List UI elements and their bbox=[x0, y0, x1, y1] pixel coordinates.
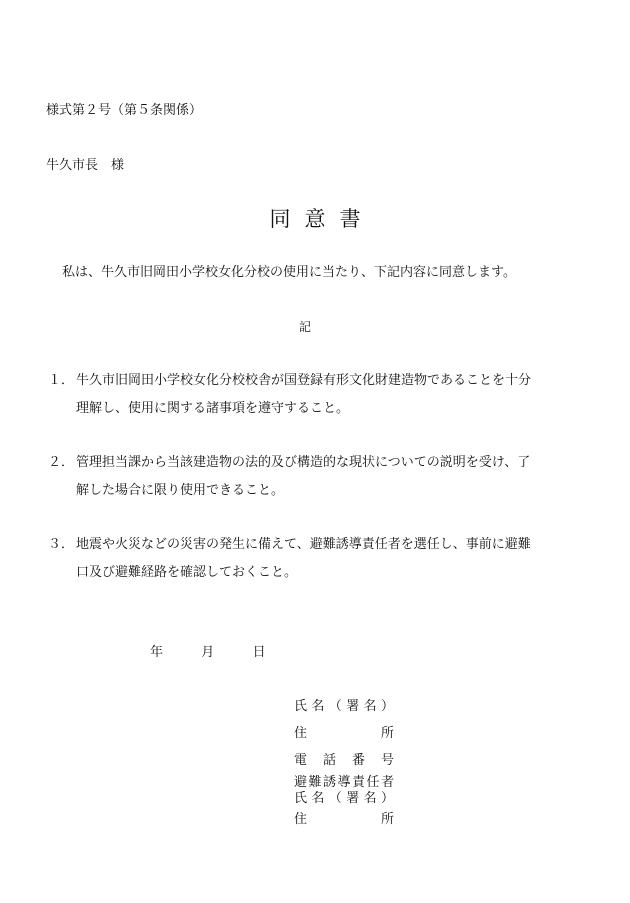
signature-name-label: 氏名（署名） bbox=[294, 699, 394, 714]
evacuation-leader-name-label: 氏名（署名） bbox=[294, 791, 394, 806]
signature-phone-label: 電話番号 bbox=[294, 753, 394, 768]
year-label: 年 bbox=[150, 645, 164, 660]
item-text-line1: 牛久市旧岡田小学校女化分校校舎が国登録有形文化財建造物であることを十分 bbox=[76, 373, 532, 388]
evacuation-leader-label: 避難誘導責任者 bbox=[294, 775, 394, 790]
document-title: 同意書 bbox=[269, 207, 375, 231]
form-number: 様式第２号（第５条関係） bbox=[46, 103, 203, 118]
month-label: 月 bbox=[201, 645, 215, 660]
item-text-line1: 管理担当課から当該建造物の法的及び構造的な現状についての説明を受け、了 bbox=[76, 455, 531, 470]
item-number: ３． bbox=[48, 537, 75, 552]
ki-label: 記 bbox=[298, 320, 311, 334]
item-text-line2: 解した場合に限り使用できること。 bbox=[76, 483, 285, 498]
signature-address-label: 住所 bbox=[294, 726, 394, 741]
evacuation-leader-address-label: 住所 bbox=[294, 812, 394, 827]
item-text-line1: 地震や火災などの災害の発生に備えて、避難誘導責任者を選任し、事前に避難 bbox=[76, 537, 531, 552]
evacuation-leader-address bbox=[294, 808, 394, 827]
item-number: １． bbox=[48, 373, 75, 388]
item-text-line2: 口及び避難経路を確認しておくこと。 bbox=[76, 565, 298, 580]
day-label: 日 bbox=[252, 645, 266, 660]
date-row bbox=[150, 641, 266, 660]
signature-phone bbox=[294, 749, 394, 768]
item-text-line2: 理解し、使用に関する諸事項を遵守すること。 bbox=[76, 401, 350, 416]
signature-address bbox=[294, 722, 394, 741]
intro-statement: 私は、牛久市旧岡田小学校女化分校の使用に当たり、下記内容に同意します。 bbox=[62, 265, 516, 280]
evacuation-leader-name bbox=[294, 787, 394, 806]
item-number: ２． bbox=[48, 455, 75, 470]
signature-name bbox=[294, 695, 394, 714]
addressee: 牛久市長 様 bbox=[46, 158, 125, 173]
